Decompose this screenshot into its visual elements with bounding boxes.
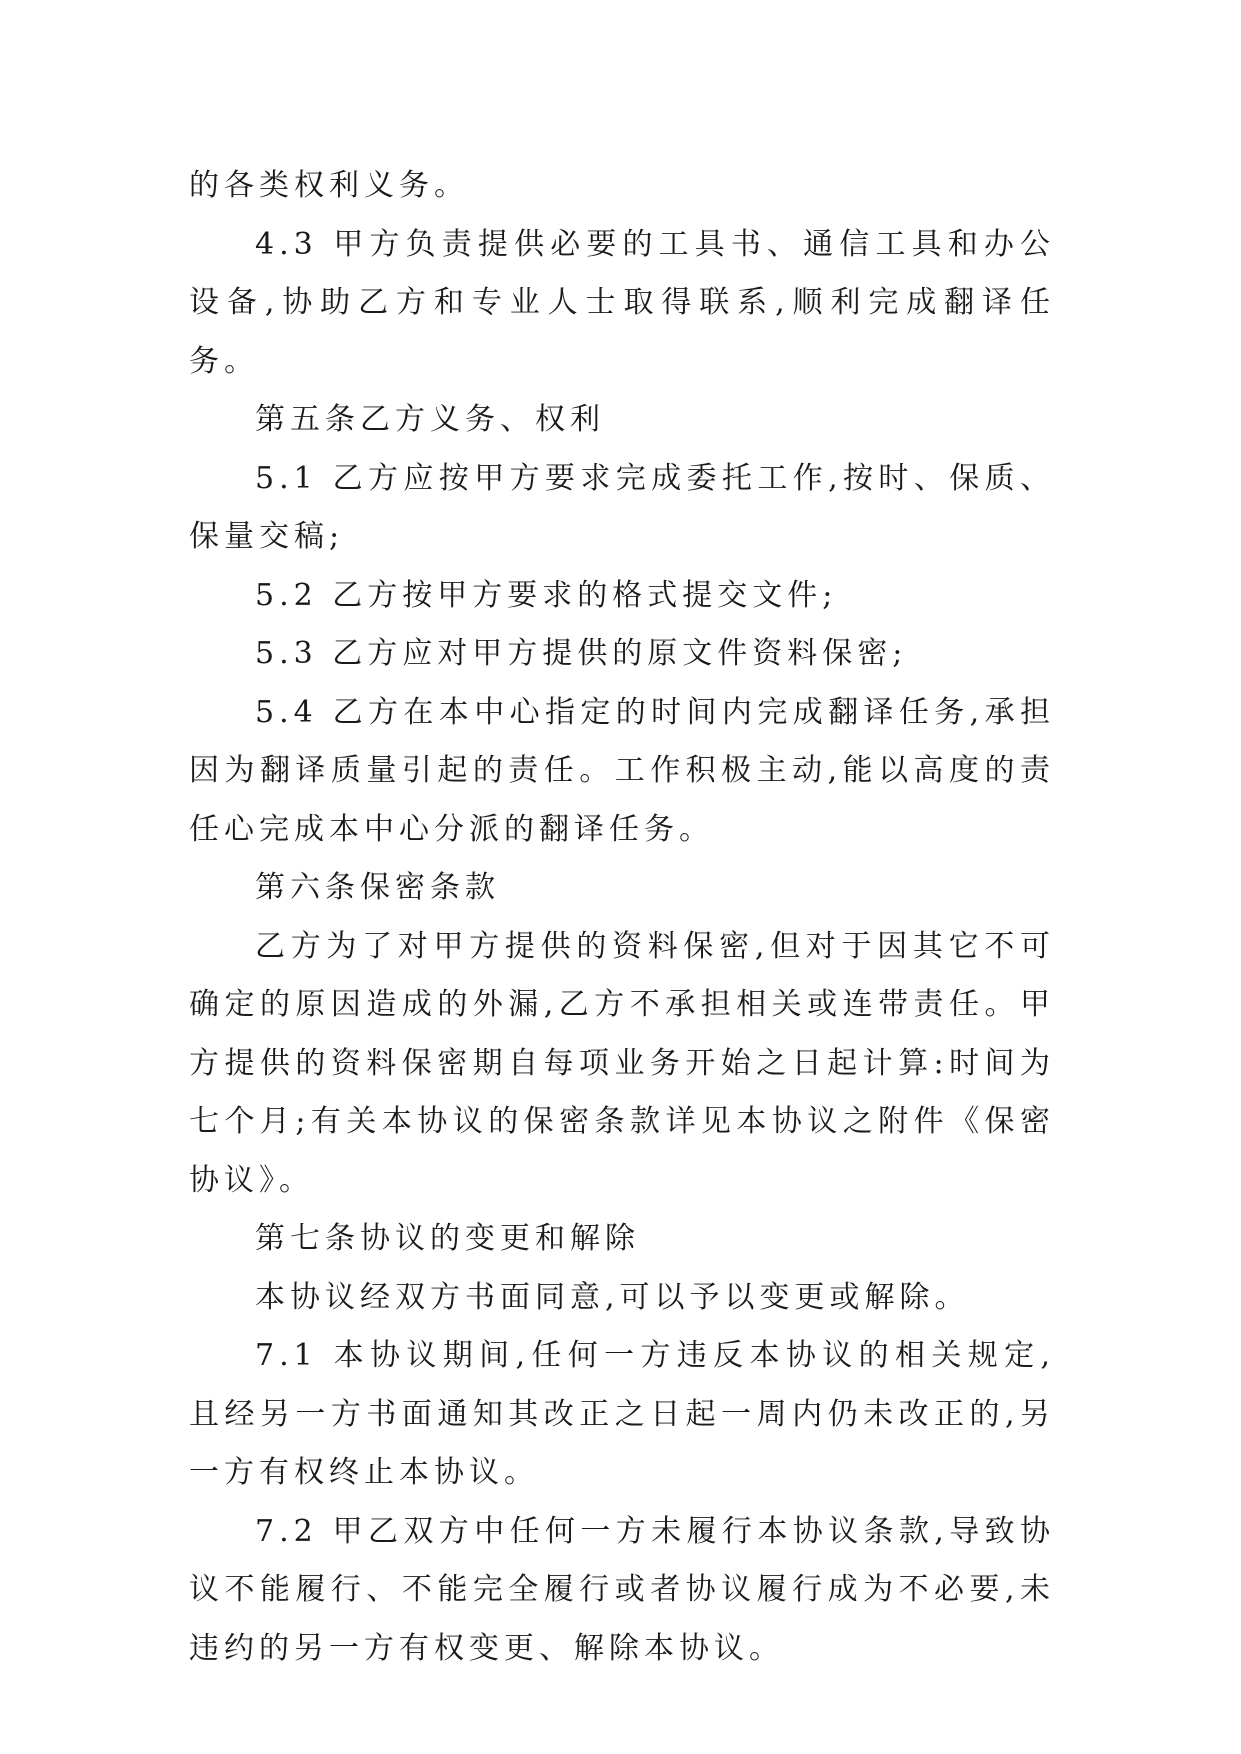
article-5-heading: 第五条乙方义务、权利 <box>255 402 605 437</box>
article-7-intro: 本协议经双方书面同意,可以予以变更或解除。 <box>255 1279 970 1315</box>
paragraph-continuation: 的各类权利义务。 <box>189 168 469 203</box>
document-body <box>189 157 1055 1678</box>
clause-4-3: 4.3 甲方负责提供必要的工具书、通信工具和办公设备,协助乙方和专业人士取得联系,顺利完成翻译任务。 <box>189 226 1055 379</box>
article-6-body: 乙方为了对甲方提供的资料保密,但对于因其它不可确定的原因造成的外漏,乙方不承担相关或连带责任。甲方提供的资料保密期自每项业务开始之日起计算:时间为七个月;有关本协议的保密条款详见本协议之附件《保密协议》。 <box>189 928 1055 1198</box>
article-6-heading: 第六条保密条款 <box>255 870 500 905</box>
clause-7-2: 7.2 甲乙双方中任何一方未履行本协议条款,导致协议不能履行、不能完全履行或者协议履行成为不必要,未违约的另一方有权变更、解除本协议。 <box>189 1513 1055 1666</box>
article-7-heading: 第七条协议的变更和解除 <box>255 1221 640 1256</box>
clause-5-2: 5.2 乙方按甲方要求的格式提交文件; <box>255 577 838 613</box>
clause-5-1: 5.1 乙方应按甲方要求完成委托工作,按时、保质、保量交稿; <box>189 460 1055 554</box>
clause-7-1: 7.1 本协议期间,任何一方违反本协议的相关规定,且经另一方书面通知其改正之日起一周内仍未改正的,另一方有权终止本协议。 <box>189 1338 1055 1490</box>
clause-5-4: 5.4 乙方在本中心指定的时间内完成翻译任务,承担因为翻译质量引起的责任。工作积极主动,能以高度的责任心完成本中心分派的翻译任务。 <box>189 694 1055 847</box>
clause-5-3: 5.3 乙方应对甲方提供的原文件资料保密; <box>255 636 908 671</box>
